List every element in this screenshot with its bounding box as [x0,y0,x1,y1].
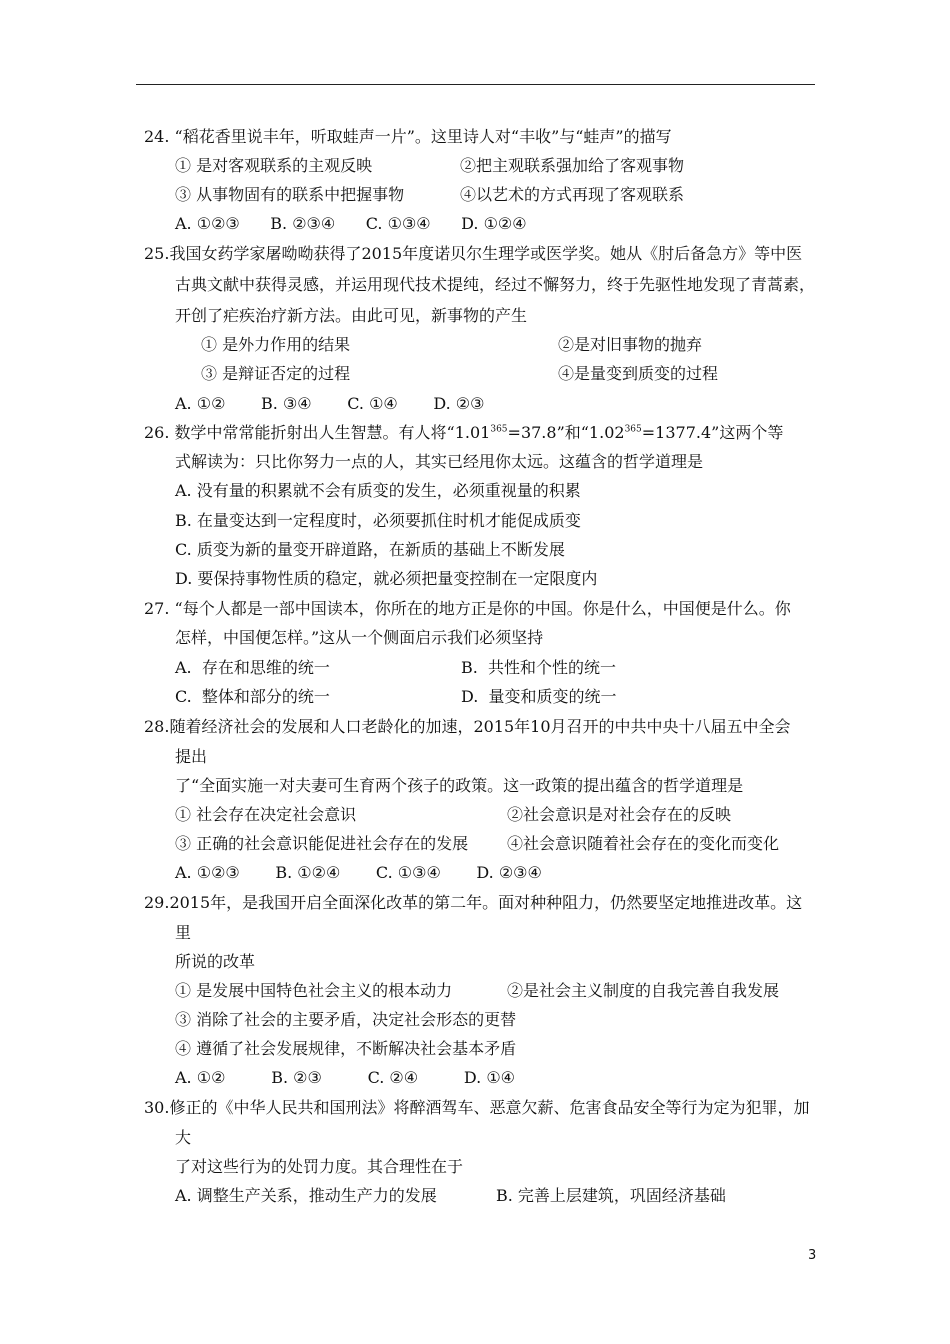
q28-option-2: ②社会意识是对社会存在的反映 [507,805,732,824]
header-rule [136,84,815,85]
q26-stem-line2: 式解读为：只比你努力一点的人，其实已经甩你太远。这蕴含的哲学道理是 [175,452,704,471]
q26-exponent-2: 365 [624,424,642,435]
q25-option-3: ③ 是辩证否定的过程 [201,364,351,383]
q24-option-2: ②把主观联系强加给了客观事物 [460,156,685,175]
q25-stem-line3: 开创了疟疾治疗新方法。由此可见，新事物的产生 [175,306,528,325]
q25-option-2: ②是对旧事物的抛弃 [558,335,703,354]
q29-stem-line2: 里 [175,923,192,942]
q25-stem-line2: 古典文献中获得灵感，并运用现代技术提纯，经过不懈努力，终于先驱性地发现了青蒿素， [175,275,816,294]
q26-option-a: A. 没有量的积累就不会有质变的发生，必须重视量的积累 [175,481,581,500]
q25-stem-line1: 25.我国女药学家屠呦呦获得了2015年度诺贝尔生理学或医学奖。她从《肘后备急方》等中医 [144,244,803,263]
q25-option-4: ④是量变到质变的过程 [558,364,719,383]
q26-stem-text-b: =37.8”和“1.02 [507,423,625,442]
q29-option-1: ① 是发展中国特色社会主义的根本动力 [175,981,453,1000]
q24-option-4: ④以艺术的方式再现了客观联系 [460,185,685,204]
q27-option-a: A. 存在和思维的统一 [175,658,330,677]
q27-option-b: B. 共性和个性的统一 [461,658,617,677]
q26-option-b: B. 在量变达到一定程度时，必须要抓住时机才能促成质变 [175,511,581,530]
q24-choices: A. ①②③ B. ②③④ C. ①③④ D. ①②④ [175,214,527,233]
q28-option-3: ③ 正确的社会意识能促进社会存在的发展 [175,834,469,853]
q26-option-c: C. 质变为新的量变开辟道路，在新质的基础上不断发展 [175,540,565,559]
q26-exponent-1: 365 [490,424,508,435]
q26-stem-text-a: 26. 数学中常常能折射出人生智慧。有人将“1.01 [144,423,491,442]
page-number: 3 [808,1248,817,1263]
q29-option-2: ②是社会主义制度的自我完善自我发展 [507,981,780,1000]
q30-option-b: B. 完善上层建筑，巩固经济基础 [496,1186,726,1205]
q29-stem-line1: 29.2015年，是我国开启全面深化改革的第二年。面对种种阻力，仍然要坚定地推进改革。这 [144,893,803,912]
q28-stem-line1: 28.随着经济社会的发展和人口老龄化的加速，2015年10月召开的中共中央十八届五中全会 [144,717,791,736]
q29-choices: A. ①② B. ②③ C. ②④ D. ①④ [175,1068,515,1087]
q24-option-3: ③ 从事物固有的联系中把握事物 [175,185,405,204]
q29-option-3: ③ 消除了社会的主要矛盾，决定社会形态的更替 [175,1010,517,1029]
q28-stem-line3: 了“全面实施一对夫妻可生育两个孩子的政策。这一政策的提出蕴含的哲学道理是 [175,776,744,795]
q27-stem-line2: 怎样，中国便怎样。”这从一个侧面启示我们必须坚持 [175,628,544,647]
q27-option-d: D. 量变和质变的统一 [461,687,617,706]
q26-option-d: D. 要保持事物性质的稳定，就必须把量变控制在一定限度内 [175,569,598,588]
q30-option-a: A. 调整生产关系，推动生产力的发展 [175,1186,437,1205]
q28-stem-line2: 提出 [175,747,208,766]
q28-choices: A. ①②③ B. ①②④ C. ①③④ D. ②③④ [175,863,542,882]
q24-stem: 24. “稻花香里说丰年，听取蛙声一片”。这里诗人对“丰收”与“蛙声”的描写 [144,127,672,146]
q30-stem-line1: 30.修正的《中华人民共和国刑法》将醉酒驾车、恶意欠薪、危害食品安全等行为定为犯罪，加 [144,1098,810,1117]
q25-choices: A. ①② B. ③④ C. ①④ D. ②③ [175,394,485,413]
q25-option-1: ① 是外力作用的结果 [201,335,351,354]
q30-stem-line3: 了对这些行为的处罚力度。其合理性在于 [175,1157,464,1176]
q30-stem-line2: 大 [175,1128,192,1147]
q26-stem-line1 [144,423,783,443]
q28-option-4: ④社会意识随着社会存在的变化而变化 [507,834,780,853]
q27-option-c: C. 整体和部分的统一 [175,687,330,706]
q27-stem-line1: 27. “每个人都是一部中国读本，你所在的地方正是你的中国。你是什么，中国便是什么。你 [144,599,791,618]
q26-stem-text-c: =1377.4”这两个等 [641,423,784,442]
q29-option-4: ④ 遵循了社会发展规律，不断解决社会基本矛盾 [175,1039,517,1058]
q24-option-1: ① 是对客观联系的主观反映 [175,156,373,175]
q29-stem-line3: 所说的改革 [175,952,256,971]
q28-option-1: ① 社会存在决定社会意识 [175,805,357,824]
